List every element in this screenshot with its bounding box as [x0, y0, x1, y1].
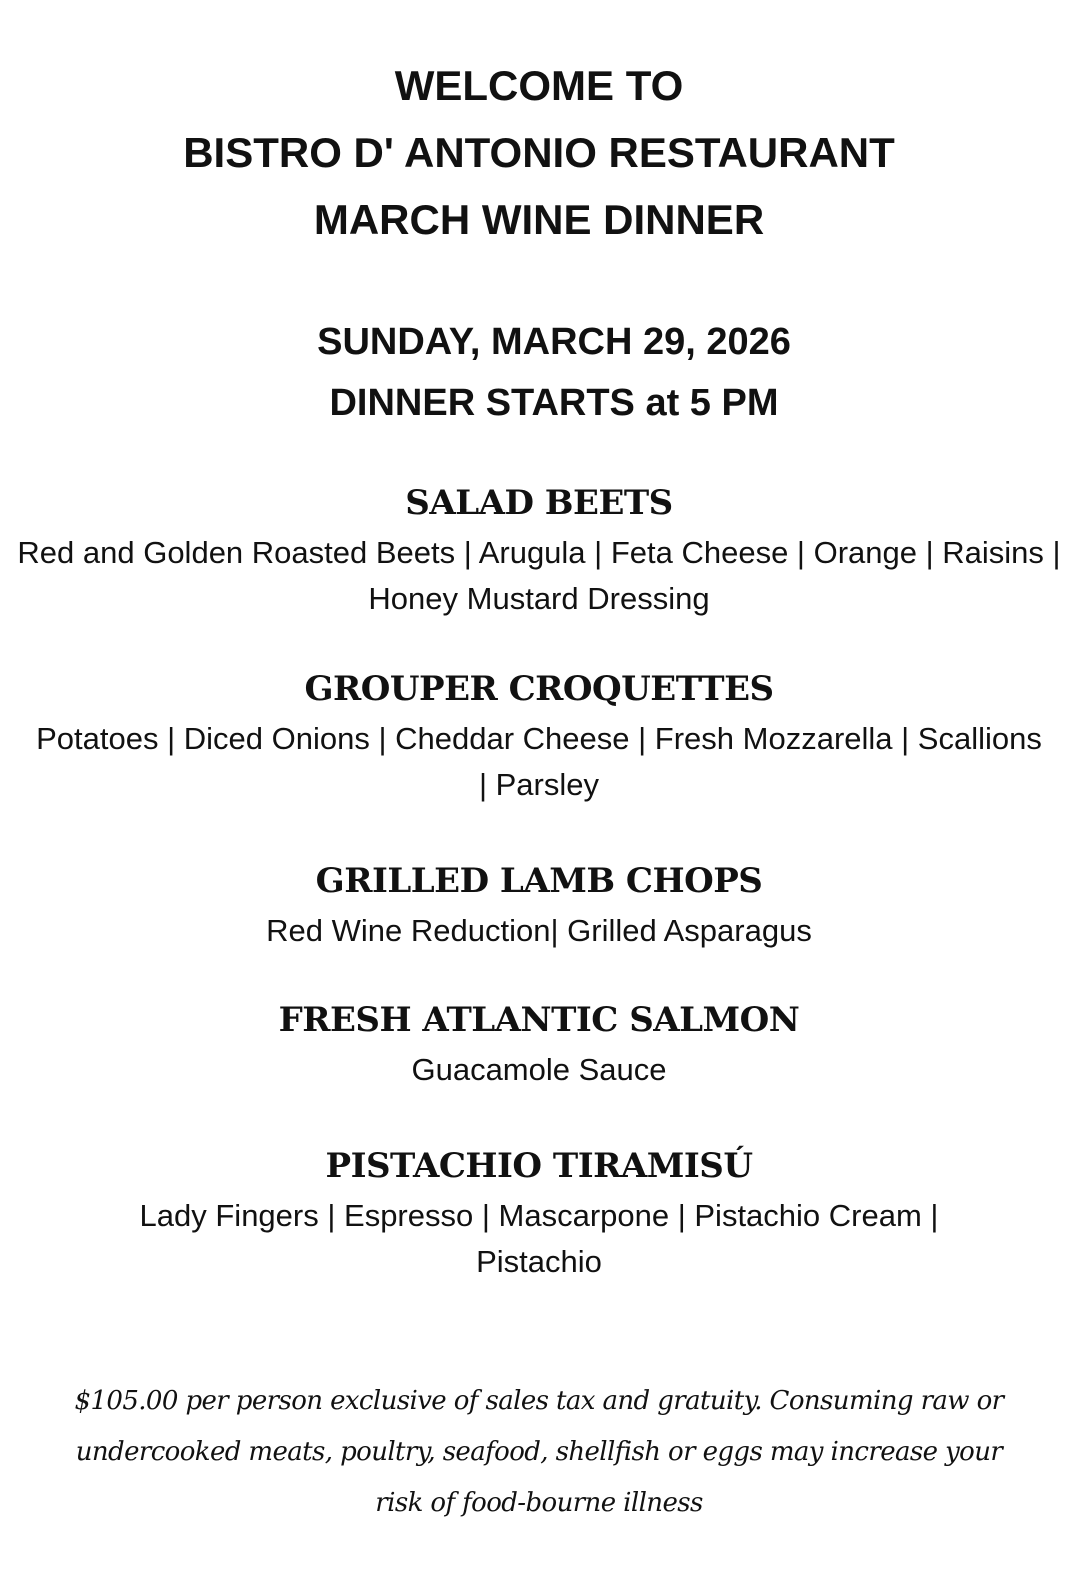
course-lamb-chops: [0, 858, 1078, 954]
course-title: GROUPER CROQUETTES: [304, 669, 774, 709]
course-description: Guacamole Sauce: [411, 1052, 667, 1087]
course-description: Red and Golden Roasted Beets | Arugula | Feta Cheese | Orange | Raisins | Honey Mustard Dressing: [17, 535, 1061, 616]
header-welcome: WELCOME TO: [394, 62, 684, 109]
course-title: GRILLED LAMB CHOPS: [315, 861, 763, 901]
course-description: Lady Fingers | Espresso | Mascarpone | Pistachio Cream | Pistachio: [139, 1198, 939, 1279]
event-name: MARCH WINE DINNER: [313, 196, 765, 243]
event-time: DINNER STARTS at 5 PM: [329, 382, 779, 424]
event-date: SUNDAY, MARCH 29, 2026: [317, 321, 791, 363]
course-salad: [0, 480, 1078, 622]
course-croquettes: [0, 666, 1078, 808]
restaurant-name: BISTRO D' ANTONIO RESTAURANT: [183, 129, 895, 176]
course-description: Potatoes | Diced Onions | Cheddar Cheese | Fresh Mozzarella | Scallions | Parsley: [36, 721, 1042, 802]
pricing-disclaimer: $105.00 per person exclusive of sales tax and gratuity. Consuming raw or undercooked meats, poultry, seafood, shellfish or eggs may increase your risk of food-bourne illness: [74, 1386, 1004, 1518]
course-tiramisu: [0, 1143, 1078, 1285]
course-title: SALAD BEETS: [405, 483, 673, 523]
course-salmon: [0, 997, 1078, 1093]
course-title: FRESH ATLANTIC SALMON: [278, 1000, 800, 1040]
event-details: [0, 312, 1088, 434]
course-title: PISTACHIO TIRAMISÚ: [325, 1146, 753, 1186]
menu-header: [0, 52, 1078, 253]
course-description: Red Wine Reduction| Grilled Asparagus: [266, 913, 812, 948]
